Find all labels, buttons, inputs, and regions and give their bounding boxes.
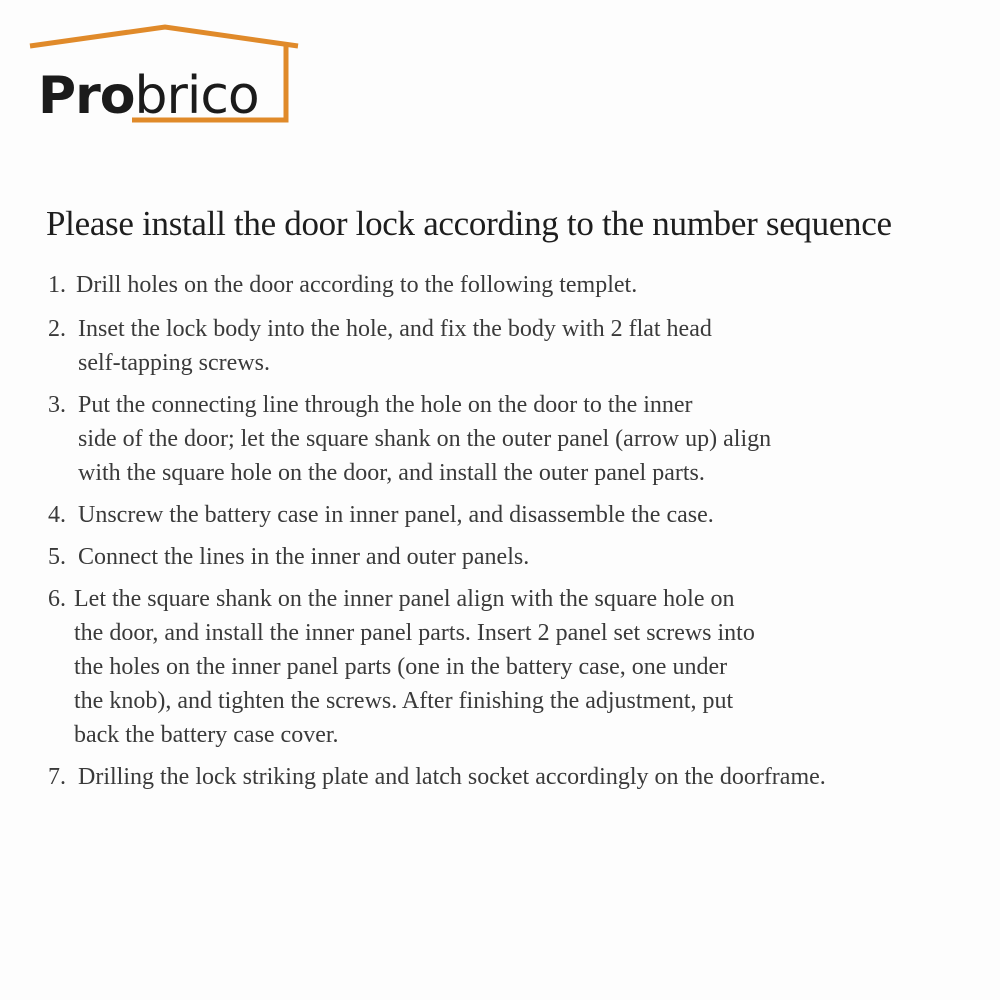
step-item: [48, 312, 968, 380]
step-number: 5.: [48, 544, 66, 570]
step-line: Inset the lock body into the hole, and fix the body with 2 flat head: [78, 316, 712, 342]
step-item: [48, 268, 968, 302]
step-line: Put the connecting line through the hole on the door to the inner: [78, 392, 693, 418]
step-line: back the battery case cover.: [74, 722, 339, 748]
step-number: 1.: [48, 272, 66, 298]
logo-wordmark: [38, 66, 259, 126]
step-line: side of the door; let the square shank on the outer panel (arrow up) align: [78, 426, 772, 452]
step-number: 7.: [48, 764, 66, 790]
step-number: 3.: [48, 392, 66, 418]
step-line: Connect the lines in the inner and outer panels.: [78, 544, 530, 570]
step-line: Unscrew the battery case in inner panel, and disassemble the case.: [78, 502, 714, 528]
page-title: Please install the door lock according to the number sequence: [46, 204, 892, 243]
probrico-logo: [28, 24, 303, 126]
step-number: 4.: [48, 502, 66, 528]
step-line: with the square hole on the door, and install the outer panel parts.: [78, 460, 705, 486]
step-line: Drilling the lock striking plate and latch socket accordingly on the doorframe.: [78, 764, 826, 790]
logo-text-brico: brico: [134, 66, 259, 126]
step-line: Let the square shank on the inner panel align with the square hole on: [74, 586, 735, 612]
step-item: [48, 388, 968, 490]
logo-text-pro: Pro: [38, 66, 135, 126]
step-number: 6.: [48, 586, 66, 612]
step-item: [48, 760, 968, 794]
step-line: Drill holes on the door according to the following templet.: [76, 272, 638, 298]
step-item: [48, 498, 968, 532]
step-line: self-tapping screws.: [78, 350, 270, 376]
step-line: the knob), and tighten the screws. After finishing the adjustment, put: [74, 688, 734, 714]
step-item: [48, 582, 968, 752]
step-number: 2.: [48, 316, 66, 342]
install-steps-list: [48, 268, 968, 802]
step-line: the holes on the inner panel parts (one in the battery case, one under: [74, 654, 728, 680]
step-line: the door, and install the inner panel parts. Insert 2 panel set screws into: [74, 620, 755, 646]
step-item: [48, 540, 968, 574]
